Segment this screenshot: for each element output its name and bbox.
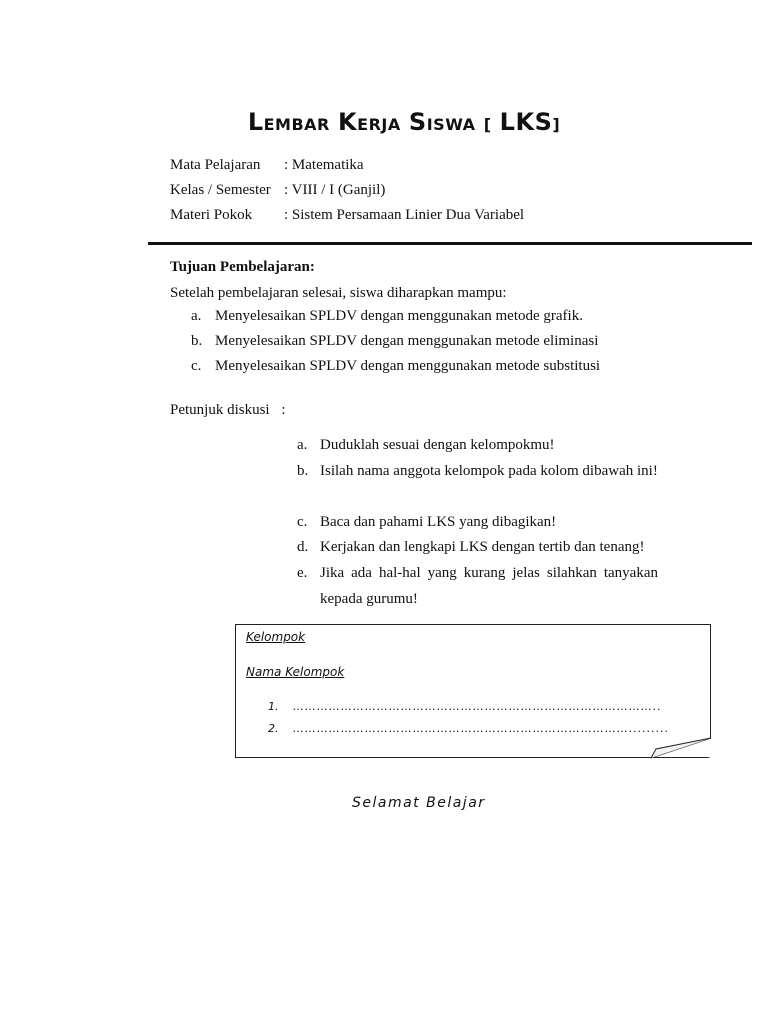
objectives-intro: Setelah pembelajaran selesai, siswa diharapkan mampu:	[170, 285, 507, 301]
member-blank[interactable]: ………………………………………………………………………….........	[292, 722, 669, 735]
meta-row-subject	[170, 157, 364, 174]
list-marker: e.	[297, 565, 308, 581]
list-marker: b.	[191, 333, 203, 349]
list-marker: c.	[297, 514, 308, 530]
member-number: 1.	[268, 700, 279, 713]
list-marker: d.	[297, 539, 309, 555]
instruction-item	[297, 433, 658, 459]
page-curl-outline	[650, 737, 712, 759]
objective-text: Menyelesaikan SPLDV dengan menggunakan metode eliminasi	[215, 333, 599, 349]
list-marker: a.	[297, 437, 308, 453]
member-blank[interactable]: ………………………………………………………………………………..	[292, 700, 662, 713]
instruction-item	[297, 561, 658, 612]
objective-item	[191, 358, 600, 375]
worksheet-title	[0, 108, 768, 136]
meta-value: : Sistem Persamaan Linier Dua Variabel	[284, 207, 525, 223]
title-word: ERJA	[357, 115, 401, 134]
title-bracket: [	[483, 115, 492, 134]
closing-message: Selamat Belajar	[352, 795, 486, 811]
meta-row-topic	[170, 207, 524, 224]
instruction-item	[297, 459, 658, 485]
header-divider	[148, 242, 752, 245]
meta-value: : VIII / I (Ganjil)	[284, 182, 386, 198]
objective-text: Menyelesaikan SPLDV dengan menggunakan metode grafik.	[215, 308, 583, 324]
title-initial: K	[338, 108, 358, 136]
instruction-text: Jika ada hal-hal yang kurang jelas silahkan tanyakan kepada gurumu!	[320, 565, 658, 607]
member-line[interactable]	[268, 700, 662, 713]
instructions-label: Petunjuk diskusi	[170, 402, 270, 418]
list-marker: c.	[191, 358, 202, 374]
title-word: EMBAR	[263, 115, 330, 134]
meta-row-class	[170, 182, 385, 199]
instruction-text: Duduklah sesuai dengan kelompokmu!	[320, 437, 555, 453]
objective-text: Menyelesaikan SPLDV dengan menggunakan metode substitusi	[215, 358, 601, 374]
title-word: ISWA	[426, 115, 476, 134]
instruction-item	[297, 510, 658, 536]
instruction-text: Baca dan pahami LKS yang dibagikan!	[320, 514, 557, 530]
meta-label: Kelas / Semester	[170, 182, 271, 198]
member-number: 2.	[268, 722, 279, 735]
group-label: Kelompok	[246, 630, 306, 644]
title-initial: L	[247, 108, 264, 136]
objective-item	[191, 333, 598, 350]
instructions-colon: :	[281, 402, 286, 418]
meta-label: Materi Pokok	[170, 207, 253, 223]
objective-item	[191, 308, 583, 325]
member-line[interactable]	[268, 722, 669, 735]
instruction-item	[297, 535, 658, 561]
meta-label: Mata Pelajaran	[170, 157, 261, 173]
title-bracket: ]	[552, 115, 561, 134]
instruction-text: Kerjakan dan lengkapi LKS dengan tertib dan tenang!	[320, 539, 645, 555]
title-initial: S	[408, 108, 427, 136]
meta-value: : Matematika	[284, 157, 364, 173]
group-names-label: Nama Kelompok	[246, 665, 345, 679]
list-marker: a.	[191, 308, 202, 324]
title-abbr: LKS	[499, 108, 553, 136]
objectives-heading: Tujuan Pembelajaran:	[170, 259, 315, 275]
instructions-heading	[170, 402, 286, 419]
instruction-text: Isilah nama anggota kelompok pada kolom dibawah ini!	[320, 463, 658, 479]
group-box	[235, 624, 711, 758]
list-marker: b.	[297, 463, 309, 479]
